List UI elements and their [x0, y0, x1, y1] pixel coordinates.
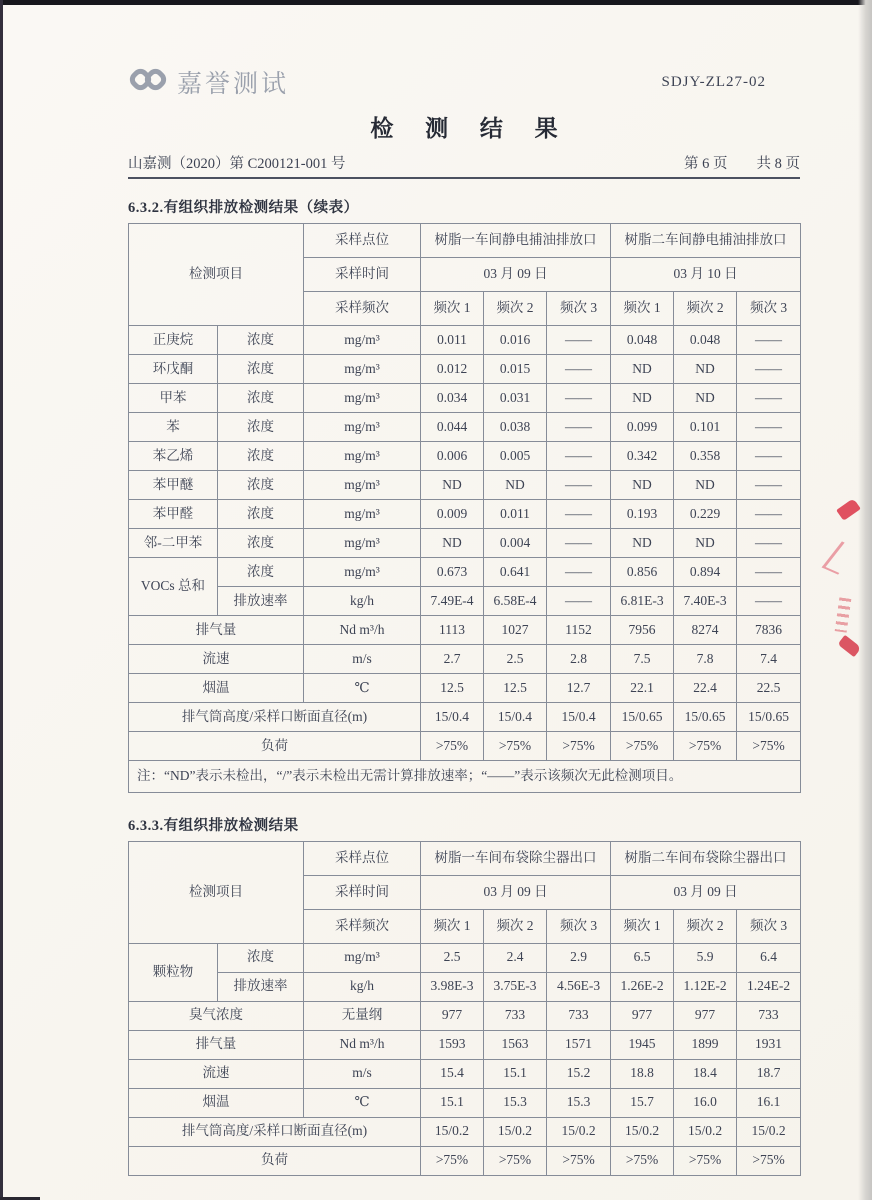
- table-cell: 977: [611, 1001, 674, 1030]
- table-cell: ——: [547, 326, 611, 355]
- table-row: [129, 326, 801, 355]
- table-cell: ND: [611, 529, 674, 558]
- table-row: [129, 1146, 801, 1175]
- table-cell: 排放速率: [218, 972, 304, 1001]
- table-cell: 15/0.2: [547, 1117, 611, 1146]
- table-cell: mg/m³: [304, 384, 421, 413]
- table-cell: 0.011: [421, 326, 484, 355]
- table-cell: 15/0.65: [611, 703, 674, 732]
- table-row: [129, 471, 801, 500]
- table-cell: mg/m³: [304, 413, 421, 442]
- table-cell: 苯甲醛: [129, 500, 218, 529]
- table-cell: 苯甲醚: [129, 471, 218, 500]
- table-cell: 1027: [484, 616, 547, 645]
- table-cell: 频次 2: [484, 292, 547, 326]
- table-cell: 浓度: [218, 355, 304, 384]
- table-cell: 2.7: [421, 645, 484, 674]
- table-row: [129, 500, 801, 529]
- table-cell: 733: [547, 1001, 611, 1030]
- table-cell: 22.1: [611, 674, 674, 703]
- table-633-organized-emission: [128, 841, 801, 1176]
- table-cell: 15/0.2: [421, 1117, 484, 1146]
- page-indicator: 第 6 页 共 8 页: [684, 156, 800, 172]
- table-cell: 频次 3: [737, 292, 801, 326]
- table-cell: 排气筒高度/采样口断面直径(m): [129, 703, 421, 732]
- table-cell: 1945: [611, 1030, 674, 1059]
- table-cell: 甲苯: [129, 384, 218, 413]
- table-cell: 树脂一车间静电捕油排放口: [421, 224, 611, 258]
- table-cell: >75%: [611, 732, 674, 761]
- table-cell: >75%: [421, 1146, 484, 1175]
- table-cell: ——: [737, 587, 801, 616]
- table-cell: 采样时间: [304, 875, 421, 909]
- page-title: 检 测 结 果: [370, 116, 571, 141]
- table-cell: 0.015: [484, 355, 547, 384]
- section-title-632: 6.3.2.有组织排放检测结果（续表）: [128, 200, 359, 216]
- table-cell: 树脂一车间布袋除尘器出口: [421, 841, 611, 875]
- table-cell: 7956: [611, 616, 674, 645]
- table-cell: 1152: [547, 616, 611, 645]
- table-cell: 0.038: [484, 413, 547, 442]
- table-cell: Nd m³/h: [304, 616, 421, 645]
- table-cell: 18.8: [611, 1059, 674, 1088]
- table-cell: 16.0: [674, 1088, 737, 1117]
- table-cell: 频次 1: [421, 909, 484, 943]
- table-cell: 15/0.2: [674, 1117, 737, 1146]
- table-cell: 6.58E-4: [484, 587, 547, 616]
- table-cell: 频次 1: [611, 292, 674, 326]
- table-cell: >75%: [674, 1146, 737, 1175]
- table-cell: 0.016: [484, 326, 547, 355]
- table-cell: 0.229: [674, 500, 737, 529]
- table-cell: 采样点位: [304, 224, 421, 258]
- table-cell: ND: [674, 529, 737, 558]
- table-cell: 977: [421, 1001, 484, 1030]
- table-row: [129, 1001, 801, 1030]
- table-cell: 2.9: [547, 943, 611, 972]
- table-cell: mg/m³: [304, 442, 421, 471]
- table-cell: 15/0.2: [484, 1117, 547, 1146]
- table-cell: 15/0.65: [737, 703, 801, 732]
- table-row: [129, 703, 801, 732]
- brand-logo-icon: [128, 65, 168, 99]
- table-cell: 频次 2: [674, 292, 737, 326]
- table-cell: >75%: [547, 1146, 611, 1175]
- table-row: [129, 645, 801, 674]
- table-cell: mg/m³: [304, 500, 421, 529]
- table-cell: ——: [547, 384, 611, 413]
- table-row: [129, 413, 801, 442]
- table-cell: 0.048: [674, 326, 737, 355]
- doc-number: 山嘉测（2020）第 C200121-001 号: [128, 156, 346, 172]
- table-cell: ——: [737, 442, 801, 471]
- table-cell: 浓度: [218, 384, 304, 413]
- table-cell: 7.5: [611, 645, 674, 674]
- table-cell: 排放速率: [218, 587, 304, 616]
- table-row: [129, 616, 801, 645]
- table-cell: mg/m³: [304, 355, 421, 384]
- table-cell: 无量纲: [304, 1001, 421, 1030]
- table-cell: kg/h: [304, 972, 421, 1001]
- table-cell: 4.56E-3: [547, 972, 611, 1001]
- table-row: [129, 587, 801, 616]
- table-cell: 15.4: [421, 1059, 484, 1088]
- table-cell: ND: [421, 529, 484, 558]
- table-cell: ——: [547, 413, 611, 442]
- table-cell: 0.856: [611, 558, 674, 587]
- table-cell: 浓度: [218, 529, 304, 558]
- table-cell: ——: [547, 558, 611, 587]
- table-cell: ——: [547, 587, 611, 616]
- table-cell: 15.3: [547, 1088, 611, 1117]
- table-row: [129, 558, 801, 587]
- table-cell: ND: [674, 355, 737, 384]
- scan-edge-left: [0, 0, 3, 1200]
- table-cell: 排气筒高度/采样口断面直径(m): [129, 1117, 421, 1146]
- table-cell: >75%: [484, 1146, 547, 1175]
- table-cell: 0.044: [421, 413, 484, 442]
- table-cell: ——: [737, 558, 801, 587]
- table-cell: 0.031: [484, 384, 547, 413]
- table-row: [129, 355, 801, 384]
- table-row: [129, 224, 801, 258]
- table-cell: 977: [674, 1001, 737, 1030]
- table-row: [129, 674, 801, 703]
- table-cell: 流速: [129, 1059, 304, 1088]
- table-row: [129, 732, 801, 761]
- table-cell: 15/0.4: [421, 703, 484, 732]
- table-cell: 频次 2: [484, 909, 547, 943]
- table-cell: 0.101: [674, 413, 737, 442]
- table-cell: ——: [737, 384, 801, 413]
- table-cell: 排气量: [129, 616, 304, 645]
- table-cell: ND: [674, 471, 737, 500]
- table-cell: 1563: [484, 1030, 547, 1059]
- form-code: SDJY-ZL27-02: [661, 73, 766, 90]
- table-cell: 1.12E-2: [674, 972, 737, 1001]
- table-cell: 15/0.4: [547, 703, 611, 732]
- table-cell: 检测项目: [129, 841, 304, 943]
- table-cell: 树脂二车间静电捕油排放口: [611, 224, 801, 258]
- table-cell: 7.40E-3: [674, 587, 737, 616]
- table-cell: 12.5: [484, 674, 547, 703]
- table-cell: ND: [674, 384, 737, 413]
- table-cell: ℃: [304, 674, 421, 703]
- table-cell: ——: [547, 471, 611, 500]
- table-row: [129, 1030, 801, 1059]
- page-content: [128, 0, 800, 1176]
- table-cell: ——: [547, 500, 611, 529]
- table-cell: mg/m³: [304, 326, 421, 355]
- table-cell: 7836: [737, 616, 801, 645]
- table-cell: ——: [737, 471, 801, 500]
- scan-edge-right: [858, 0, 872, 1200]
- table-cell: 03 月 09 日: [611, 875, 801, 909]
- table-row: [129, 943, 801, 972]
- red-stamp-fragment: [822, 541, 859, 574]
- table-cell: 1.24E-2: [737, 972, 801, 1001]
- table-cell: 0.641: [484, 558, 547, 587]
- table-row: [129, 442, 801, 471]
- table-cell: 03 月 09 日: [421, 258, 611, 292]
- table-cell: 频次 1: [421, 292, 484, 326]
- red-stamp-fragment: [835, 597, 852, 632]
- table-cell: 0.048: [611, 326, 674, 355]
- table-cell: 7.49E-4: [421, 587, 484, 616]
- table-row: [129, 841, 801, 875]
- table-cell: 臭气浓度: [129, 1001, 304, 1030]
- table-cell: 15.2: [547, 1059, 611, 1088]
- table-cell: 浓度: [218, 442, 304, 471]
- table-cell: 7.4: [737, 645, 801, 674]
- table-cell: 0.009: [421, 500, 484, 529]
- table-cell: 18.7: [737, 1059, 801, 1088]
- table-cell: 颗粒物: [129, 943, 218, 1001]
- table-cell: 频次 3: [547, 292, 611, 326]
- table-cell: 6.81E-3: [611, 587, 674, 616]
- table-cell: 频次 1: [611, 909, 674, 943]
- table-cell: 0.034: [421, 384, 484, 413]
- table-cell: 12.5: [421, 674, 484, 703]
- table-cell: 采样点位: [304, 841, 421, 875]
- table-cell: 16.1: [737, 1088, 801, 1117]
- table-cell: 排气量: [129, 1030, 304, 1059]
- table-cell: >75%: [547, 732, 611, 761]
- table-cell: ——: [737, 500, 801, 529]
- table-cell: 1593: [421, 1030, 484, 1059]
- table-cell: 邻-二甲苯: [129, 529, 218, 558]
- table-cell: ℃: [304, 1088, 421, 1117]
- table-cell: ND: [484, 471, 547, 500]
- table-cell: 5.9: [674, 943, 737, 972]
- table-cell: 浓度: [218, 558, 304, 587]
- table-row: [129, 1088, 801, 1117]
- table-cell: 2.4: [484, 943, 547, 972]
- table-cell: 浓度: [218, 471, 304, 500]
- table-cell: 树脂二车间布袋除尘器出口: [611, 841, 801, 875]
- table-cell: m/s: [304, 1059, 421, 1088]
- table-row: [129, 1059, 801, 1088]
- table-row: [129, 384, 801, 413]
- table-cell: 03 月 10 日: [611, 258, 801, 292]
- table-cell: 15.3: [484, 1088, 547, 1117]
- table-cell: 3.98E-3: [421, 972, 484, 1001]
- table-cell: 频次 2: [674, 909, 737, 943]
- table-cell: 频次 3: [547, 909, 611, 943]
- table-cell: 采样频次: [304, 292, 421, 326]
- table-cell: 1113: [421, 616, 484, 645]
- brand-name: 嘉誉测试: [177, 71, 290, 98]
- table-cell: 0.342: [611, 442, 674, 471]
- table-cell: 3.75E-3: [484, 972, 547, 1001]
- table-cell: 浓度: [218, 326, 304, 355]
- table-row: [129, 972, 801, 1001]
- table-cell: 15/0.4: [484, 703, 547, 732]
- table-cell: 8274: [674, 616, 737, 645]
- table-cell: 0.011: [484, 500, 547, 529]
- table-cell: m/s: [304, 645, 421, 674]
- table-cell: 0.099: [611, 413, 674, 442]
- table-cell: 7.8: [674, 645, 737, 674]
- table-cell: ——: [737, 529, 801, 558]
- table-cell: 15.1: [421, 1088, 484, 1117]
- table-row: [129, 529, 801, 558]
- table-cell: 733: [484, 1001, 547, 1030]
- table-cell: mg/m³: [304, 558, 421, 587]
- table-cell: 0.673: [421, 558, 484, 587]
- table-cell: 苯乙烯: [129, 442, 218, 471]
- table-cell: 浓度: [218, 943, 304, 972]
- table-cell: >75%: [737, 732, 801, 761]
- table-cell: 15/0.2: [611, 1117, 674, 1146]
- table-cell: 0.358: [674, 442, 737, 471]
- table-cell: 6.5: [611, 943, 674, 972]
- table-cell: 0.012: [421, 355, 484, 384]
- doc-line: [128, 152, 800, 179]
- table-cell: 0.006: [421, 442, 484, 471]
- table-cell: 1.26E-2: [611, 972, 674, 1001]
- table-cell: 检测项目: [129, 224, 304, 326]
- table-cell: ——: [737, 355, 801, 384]
- table-cell: ND: [611, 355, 674, 384]
- table-cell: ——: [737, 326, 801, 355]
- table-cell: mg/m³: [304, 943, 421, 972]
- table-cell: 苯: [129, 413, 218, 442]
- table-cell: ——: [737, 413, 801, 442]
- table-cell: 15.1: [484, 1059, 547, 1088]
- table-cell: >75%: [674, 732, 737, 761]
- table-cell: >75%: [484, 732, 547, 761]
- table-cell: 烟温: [129, 674, 304, 703]
- table-cell: >75%: [611, 1146, 674, 1175]
- table-cell: 03 月 09 日: [421, 875, 611, 909]
- table-cell: >75%: [737, 1146, 801, 1175]
- table-cell: 频次 3: [737, 909, 801, 943]
- table-cell: 浓度: [218, 500, 304, 529]
- table-cell: 负荷: [129, 1146, 421, 1175]
- table-cell: ND: [611, 471, 674, 500]
- table-cell: 0.193: [611, 500, 674, 529]
- table-cell: ——: [547, 529, 611, 558]
- section-title-633: 6.3.3.有组织排放检测结果: [128, 817, 299, 834]
- table-cell: 15.7: [611, 1088, 674, 1117]
- table-cell: 0.004: [484, 529, 547, 558]
- table-cell: 负荷: [129, 732, 421, 761]
- table-cell: 22.5: [737, 674, 801, 703]
- table-cell: 1899: [674, 1030, 737, 1059]
- table-cell: 15/0.65: [674, 703, 737, 732]
- table-cell: mg/m³: [304, 529, 421, 558]
- table-cell: >75%: [421, 732, 484, 761]
- table-cell: 流速: [129, 645, 304, 674]
- table-row: [129, 761, 801, 793]
- table-cell: mg/m³: [304, 471, 421, 500]
- report-header: [128, 60, 800, 104]
- table-cell: 注：“ND”表示未检出，“/”表示未检出无需计算排放速率；“——”表示该频次无此检测项目。: [129, 761, 801, 793]
- table-cell: 2.5: [484, 645, 547, 674]
- table-cell: 18.4: [674, 1059, 737, 1088]
- table-cell: Nd m³/h: [304, 1030, 421, 1059]
- table-row: [129, 1117, 801, 1146]
- table-cell: 6.4: [737, 943, 801, 972]
- table-cell: 采样频次: [304, 909, 421, 943]
- table-cell: 采样时间: [304, 258, 421, 292]
- table-cell: VOCs 总和: [129, 558, 218, 616]
- table-cell: 733: [737, 1001, 801, 1030]
- table-cell: ND: [611, 384, 674, 413]
- table-cell: 2.5: [421, 943, 484, 972]
- table-cell: ——: [547, 355, 611, 384]
- table-cell: 浓度: [218, 413, 304, 442]
- table-cell: ——: [547, 442, 611, 471]
- brand-logo: [128, 64, 289, 100]
- table-cell: ND: [421, 471, 484, 500]
- table-cell: 22.4: [674, 674, 737, 703]
- table-cell: kg/h: [304, 587, 421, 616]
- table-cell: 环戊酮: [129, 355, 218, 384]
- table-cell: 15/0.2: [737, 1117, 801, 1146]
- table-cell: 正庚烷: [129, 326, 218, 355]
- table-cell: 1931: [737, 1030, 801, 1059]
- table-cell: 1571: [547, 1030, 611, 1059]
- table-632-organized-emission-continued: [128, 223, 801, 793]
- table-cell: 烟温: [129, 1088, 304, 1117]
- table-cell: 2.8: [547, 645, 611, 674]
- table-cell: 12.7: [547, 674, 611, 703]
- table-cell: 0.894: [674, 558, 737, 587]
- table-cell: 0.005: [484, 442, 547, 471]
